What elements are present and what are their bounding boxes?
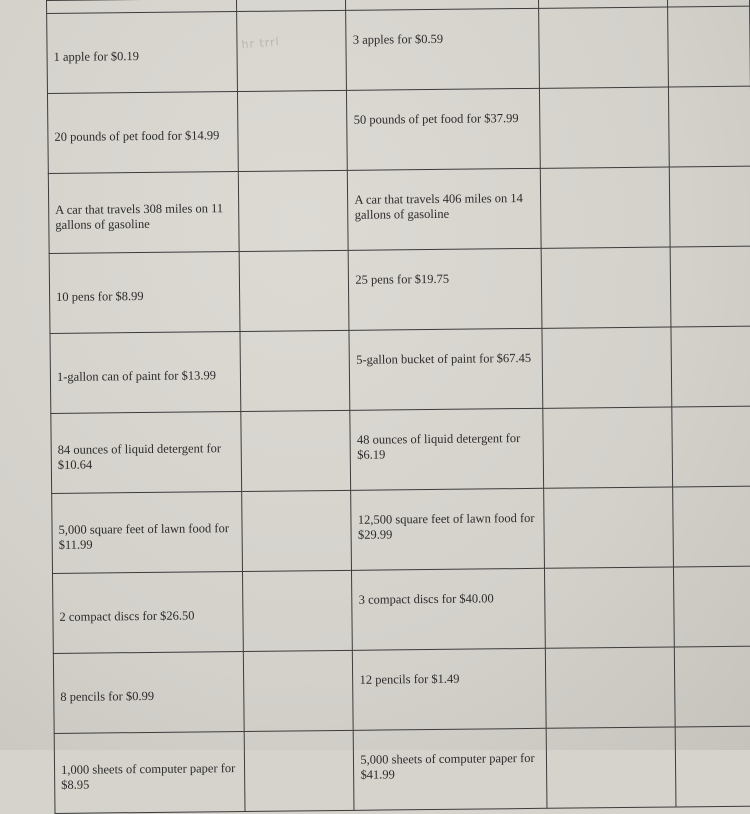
answer-cell[interactable] (242, 490, 352, 571)
right-option-cell (349, 328, 542, 410)
left-option-text: A car that travels 308 miles on 11 gallons of gasoline (55, 200, 224, 232)
answer-cell[interactable] (538, 7, 668, 88)
answer-cell[interactable] (546, 727, 676, 808)
left-option-cell (47, 91, 238, 173)
answer-cell[interactable] (237, 10, 347, 91)
answer-cell[interactable] (674, 566, 750, 647)
left-option-cell (53, 651, 244, 733)
answer-cell[interactable] (674, 646, 750, 727)
left-option-cell (50, 331, 241, 413)
answer-cell[interactable] (539, 87, 669, 168)
answer-cell[interactable] (243, 650, 353, 731)
right-option-text: 12,500 square feet of lawn food for $29.99 (357, 510, 535, 542)
right-option-text: 12 pencils for $1.49 (359, 671, 460, 687)
left-option-text: 2 compact discs for $26.50 (59, 608, 195, 624)
left-option-cell (52, 491, 243, 573)
answer-cell[interactable] (668, 86, 750, 167)
answer-cell[interactable] (670, 246, 750, 327)
answer-cell[interactable] (675, 726, 750, 807)
pencil-scribble: hr trrl (241, 35, 281, 52)
comparison-table (46, 0, 750, 792)
table-row (47, 86, 750, 173)
left-option-cell (47, 12, 238, 94)
table-row (53, 646, 750, 733)
table-row (49, 246, 750, 333)
left-option-text: 8 pencils for $0.99 (60, 688, 155, 704)
answer-cell[interactable] (541, 247, 671, 328)
right-option-cell (350, 408, 543, 490)
left-option-text: 84 ounces of liquid detergent for $10.64 (57, 440, 222, 472)
right-option-text: 5,000 sheets of computer paper for $41.99 (360, 750, 535, 782)
left-option-text: 10 pens for $8.99 (56, 288, 144, 304)
answer-cell[interactable] (673, 486, 750, 567)
left-option-text: 20 pounds of pet food for $14.99 (54, 128, 220, 144)
answer-cell[interactable] (243, 570, 353, 651)
right-option-cell (354, 728, 547, 810)
right-option-text: 50 pounds of pet food for $37.99 (353, 111, 519, 127)
answer-cell[interactable] (543, 487, 673, 568)
answer-cell[interactable] (671, 326, 750, 407)
right-option-cell (347, 88, 540, 170)
left-option-cell (49, 251, 240, 333)
left-option-cell (53, 571, 244, 653)
answer-cell[interactable] (545, 647, 675, 728)
left-option-cell (54, 731, 245, 813)
table-row (47, 6, 750, 93)
answer-cell[interactable] (544, 567, 674, 648)
answer-cell[interactable] (238, 170, 348, 251)
right-option-text: A car that travels 406 miles on 14 gallons of gasoline (354, 191, 523, 222)
right-option-text: 48 ounces of liquid detergent for $6.19 (356, 431, 521, 462)
left-option-text: 1 apple for $0.19 (53, 49, 140, 64)
left-option-text: 5,000 square feet of lawn food for $11.99 (58, 520, 230, 552)
answer-cell[interactable] (542, 407, 672, 488)
answer-cell[interactable] (244, 730, 354, 811)
right-option-cell (352, 568, 545, 650)
right-option-text: 3 apples for $0.59 (352, 31, 444, 47)
answer-cell[interactable] (241, 410, 351, 491)
right-option-text: 25 pens for $19.75 (355, 271, 450, 287)
right-option-cell (351, 488, 544, 570)
right-option-text: 5-gallon bucket of paint for $67.45 (356, 350, 532, 367)
table-row (51, 406, 750, 493)
left-option-text: 1-gallon can of paint for $13.99 (56, 368, 216, 384)
answer-cell[interactable] (238, 90, 348, 171)
left-option-cell (48, 171, 239, 253)
table-row (54, 726, 750, 813)
answer-cell[interactable] (669, 166, 750, 247)
table-row (48, 166, 750, 253)
answer-cell[interactable] (668, 6, 750, 87)
table-row (50, 326, 750, 413)
left-option-text: 1,000 sheets of computer paper for $8.95 (60, 760, 236, 792)
left-option-cell (51, 411, 242, 493)
right-option-cell (346, 8, 539, 90)
answer-cell[interactable] (240, 330, 350, 411)
answer-cell[interactable] (542, 327, 672, 408)
right-option-cell (353, 648, 546, 730)
right-option-cell (349, 248, 542, 330)
answer-cell[interactable] (540, 167, 670, 248)
answer-cell[interactable] (239, 250, 349, 331)
right-option-cell (348, 168, 541, 250)
table-row (53, 566, 750, 653)
table-row (52, 486, 750, 573)
right-option-text: 3 compact discs for $40.00 (358, 591, 494, 607)
answer-cell[interactable] (672, 406, 750, 487)
